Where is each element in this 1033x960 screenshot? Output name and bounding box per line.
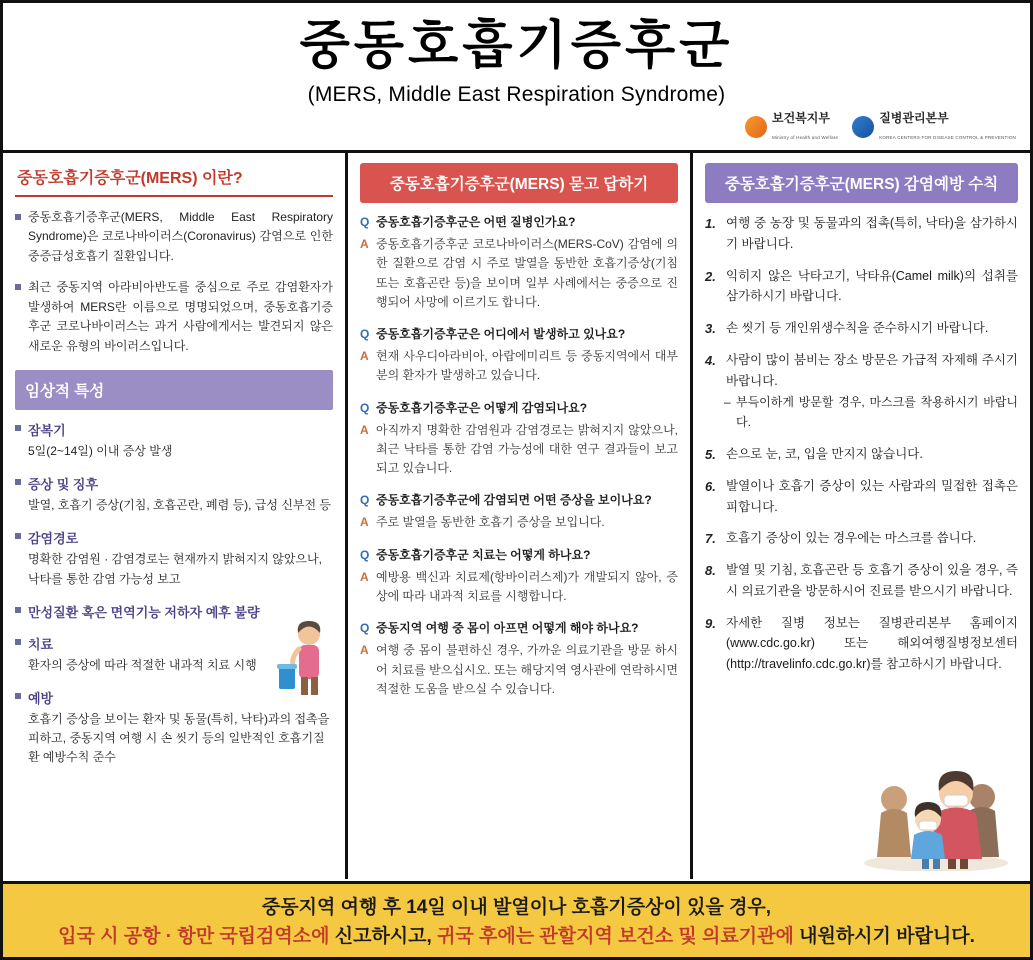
mohw-emblem-icon bbox=[745, 116, 767, 138]
prevention-tips-list bbox=[705, 213, 1018, 675]
list-item bbox=[705, 476, 1018, 518]
qa-answer: A 현재 사우디아라비아, 아랍에미리트 등 중동지역에서 대부분의 환자가 발생하고 있습니다. bbox=[360, 347, 678, 385]
feature-body: 발열, 호흡기 증상(기침, 호흡곤란, 폐렴 등), 급성 신부전 등 bbox=[28, 498, 332, 513]
list-item bbox=[705, 528, 1018, 549]
feature-body: 호흡기 증상을 보이는 환자 및 동물(특히, 낙타)과의 접촉을 피하고, 중동지역 여행 시 손 씻기 등의 일반적인 호흡기질환 예방수칙 준수 bbox=[28, 712, 330, 765]
footer-text-2: 내원하시기 바랍니다. bbox=[793, 926, 975, 948]
qa-question: Q 중동호흡기증후군에 감염되면 어떤 증상을 보이나요? bbox=[360, 491, 678, 510]
left-section-title: 중동호흡기증후군(MERS) 이란? bbox=[15, 163, 333, 197]
qa-answer: A 예방용 백신과 치료제(항바이러스제)가 개발되지 않아, 증상에 따라 내과적 치료를 시행합니다. bbox=[360, 568, 678, 606]
poster-header bbox=[3, 3, 1030, 153]
page-subtitle: (MERS, Middle East Respiration Syndrome) bbox=[307, 82, 726, 106]
kcdc-emblem-icon bbox=[852, 116, 874, 138]
feature-head: 예방 bbox=[15, 688, 333, 707]
qa-question: Q 중동호흡기증후군은 어떤 질병인가요? bbox=[360, 213, 678, 232]
list-item bbox=[705, 444, 1018, 465]
feature-head: 증상 및 징후 bbox=[15, 474, 333, 493]
kcdc-label-en: KOREA CENTERS FOR DISEASE CONTROL & PREVENTION bbox=[879, 135, 1016, 141]
qa-item bbox=[360, 491, 678, 532]
prevention-section-title: 중동호흡기증후군(MERS) 감염예방 수칙 bbox=[705, 163, 1018, 203]
mohw-label: 보건복지부 bbox=[771, 111, 830, 126]
poster-body bbox=[3, 153, 1030, 879]
feature-prevention bbox=[15, 688, 333, 768]
qa-item bbox=[360, 325, 678, 386]
coughing-woman-illustration-icon bbox=[273, 621, 339, 699]
feature-head: 감염경로 bbox=[15, 528, 333, 547]
tip-text: 여행 중 농장 및 동물과의 접촉(특히, 낙타)을 삼가하시기 바랍니다. bbox=[726, 216, 1018, 251]
list-item: 최근 중동지역 아라비아반도를 중심으로 주로 감염환자가 발생하여 MERS란 이름으로 명명되었으며, 중동호흡기증후군 코로나바이러스는 과거 사람에게서는 발견되지 않은 새로운 유형의 바이러스입니다. bbox=[15, 278, 333, 356]
clinical-features-title: 임상적 특성 bbox=[15, 370, 333, 410]
kcdc-label: 질병관리본부 bbox=[879, 111, 949, 126]
qa-item bbox=[360, 619, 678, 699]
list-item bbox=[705, 318, 1018, 339]
feature-head: 만성질환 혹은 면역기능 저하자 예후 불량 bbox=[15, 602, 333, 621]
poster-footer bbox=[3, 881, 1030, 957]
column-prevention bbox=[693, 153, 1030, 879]
qa-item bbox=[360, 213, 678, 312]
qa-question: Q 중동호흡기증후군은 어떻게 감염되나요? bbox=[360, 399, 678, 418]
list-item bbox=[705, 350, 1018, 433]
tip-text: 사람이 많이 붐비는 장소 방문은 가급적 자제해 주시기 바랍니다. bbox=[726, 352, 1018, 388]
feature-body: 명확한 감염원 · 감염경로는 현재까지 밝혀지지 않았으나, 낙타를 통한 감염 가능성 보고 bbox=[28, 552, 322, 586]
left-definition-list bbox=[15, 208, 333, 356]
column-qa bbox=[348, 153, 693, 879]
feature-head: 잠복기 bbox=[15, 420, 333, 439]
qa-section-title: 중동호흡기증후군(MERS) 묻고 답하기 bbox=[360, 163, 678, 203]
tip-text: 호흡기 증상이 있는 경우에는 마스크를 씁니다. bbox=[726, 531, 977, 546]
tip-text: 자세한 질병 정보는 질병관리본부 홈페이지(www.cdc.go.kr) 또는 해외여행질병정보센터(http://travelinfo.cdc.go.kr)를 참고하시기 바랍니다. bbox=[726, 615, 1018, 672]
logo-kcdc bbox=[852, 110, 1016, 144]
qa-answer: A 아직까지 명확한 감염원과 감염경로는 밝혀지지 않았으나, 최근 낙타를 통한 감염 가능성에 대한 연구 결과들이 보고되고 있습니다. bbox=[360, 421, 678, 479]
list-item: 중동호흡기증후군(MERS, Middle East Respiratory Syndrome)은 코로나바이러스(Coronavirus) 감염으로 인한 중증급성호흡기 질환입니다. bbox=[15, 208, 333, 266]
feature-body: 5일(2~14일) 이내 증상 발생 bbox=[28, 444, 173, 459]
tip-text: 발열이나 호흡기 증상이 있는 사람과의 밀접한 접촉은 피합니다. bbox=[726, 478, 1018, 514]
feature-symptoms bbox=[15, 474, 333, 515]
footer-line-1: 중동지역 여행 후 14일 이내 발열이나 호흡기증상이 있을 경우, bbox=[261, 897, 772, 918]
qa-question: Q 중동호흡기증후군 치료는 어떻게 하나요? bbox=[360, 546, 678, 565]
feature-transmission bbox=[15, 528, 333, 588]
page-title: 중동호흡기증후군 bbox=[299, 17, 734, 75]
logo-group bbox=[745, 110, 1016, 144]
list-item bbox=[705, 560, 1018, 602]
tip-text: 손 씻기 등 개인위생수칙을 준수하시기 바랍니다. bbox=[726, 321, 989, 335]
tip-text: 익히지 않은 낙타고기, 낙타유(Camel milk)의 섭취를 삼가하시기 바랍니다. bbox=[726, 268, 1018, 304]
list-item bbox=[705, 266, 1018, 308]
qa-answer: A 주로 발열을 동반한 호흡기 증상을 보입니다. bbox=[360, 513, 678, 532]
mohw-label-en: Ministry of Health and Welfare bbox=[771, 135, 839, 141]
column-what-is-mers bbox=[3, 153, 348, 879]
footer-emphasis-2: 귀국 후에는 관할지역 보건소 및 의료기관에 bbox=[437, 926, 794, 948]
footer-emphasis-1: 입국 시 공항 · 항만 국립검역소에 bbox=[58, 926, 330, 948]
footer-text-1: 신고하시고, bbox=[329, 926, 438, 948]
qa-answer: A 중동호흡기증후군 코로나바이러스(MERS-CoV) 감염에 의한 질환으로 감염 시 주로 발열을 동반한 호흡기증상(기침 또는 호흡곤란 등)을 보이며 일부 사례에서는 중증으로 진행되어 사망에 이르기도 합니다. bbox=[360, 235, 678, 312]
qa-question: Q 중동호흡기증후군은 어디에서 발생하고 있나요? bbox=[360, 325, 678, 344]
tip-subnote: – 부득이하게 방문할 경우, 마스크를 착용하시기 바랍니다. bbox=[726, 393, 1018, 433]
qa-item bbox=[360, 546, 678, 607]
footer-line-2 bbox=[3, 922, 1030, 951]
feature-body: 환자의 증상에 따라 적절한 내과적 치료 시행 bbox=[28, 657, 257, 672]
qa-question: Q 중동지역 여행 중 몸이 아프면 어떻게 해야 하나요? bbox=[360, 619, 678, 638]
logo-mohw bbox=[745, 110, 838, 144]
feature-incubation bbox=[15, 420, 333, 461]
feature-prognosis bbox=[15, 602, 333, 621]
list-item bbox=[705, 613, 1018, 675]
family-with-masks-illustration-icon bbox=[856, 751, 1016, 871]
list-item bbox=[705, 213, 1018, 255]
qa-answer: A 여행 중 몸이 불편하신 경우, 가까운 의료기관을 방문 하시어 치료를 받으십시오. 또는 해당지역 영사관에 연락하시면 적절한 도움을 받으실 수 있습니다. bbox=[360, 641, 678, 699]
tip-text: 손으로 눈, 코, 입을 만지지 않습니다. bbox=[726, 447, 923, 462]
feature-head: 치료 bbox=[15, 634, 333, 653]
qa-item bbox=[360, 399, 678, 479]
tip-text: 발열 및 기침, 호흡곤란 등 호흡기 증상이 있을 경우, 즉시 의료기관을 방문하시어 진료를 받으시기 바랍니다. bbox=[726, 563, 1018, 598]
